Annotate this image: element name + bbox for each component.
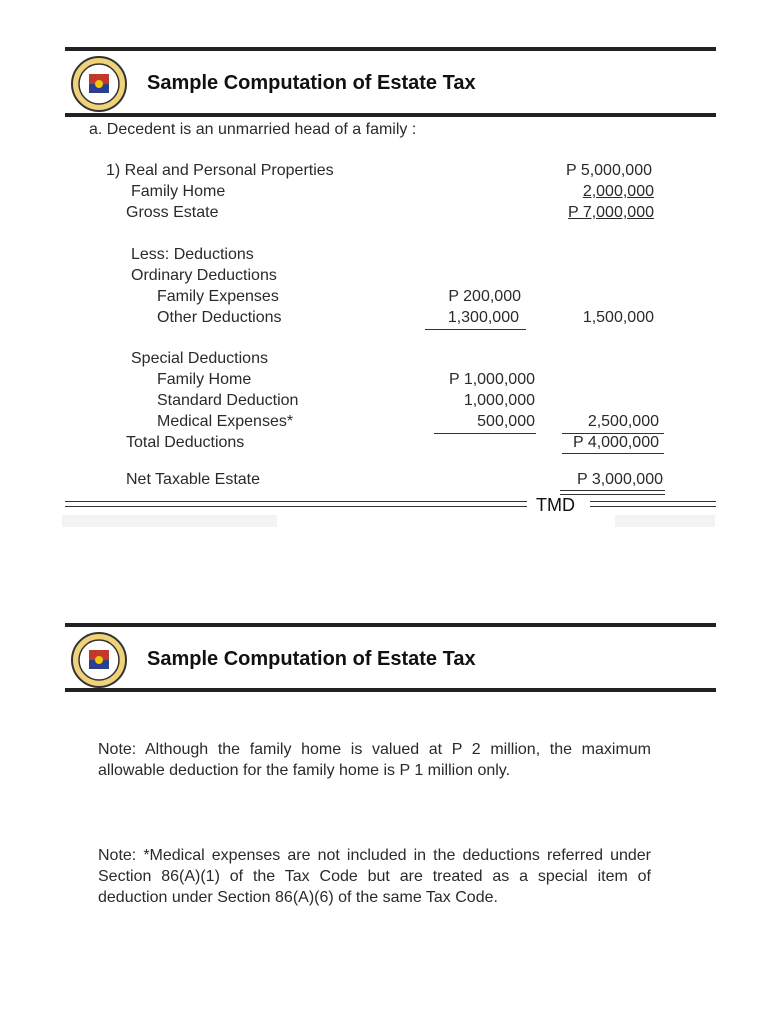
intro-text: a. Decedent is an unmarried head of a family : <box>89 121 417 138</box>
less-deductions-label: Less: Deductions <box>131 246 254 263</box>
family-home-value: 2,000,000 <box>582 183 654 200</box>
other-deductions-value: 1,300,000 <box>447 309 519 326</box>
footer-faint-right <box>615 515 715 527</box>
footer-rule-left-1 <box>65 501 527 502</box>
sp-family-home-value: P 1,000,000 <box>448 371 535 388</box>
ordinary-subtotal-rule <box>425 329 526 330</box>
total-deductions-label: Total Deductions <box>126 434 245 451</box>
gross-estate-value: P 7,000,000 <box>567 204 654 221</box>
title-rule-2 <box>65 688 716 692</box>
footer-rule-right-1 <box>590 501 716 502</box>
bir-seal-icon <box>70 55 128 113</box>
standard-deduction-label: Standard Deduction <box>157 392 299 409</box>
standard-deduction-value: 1,000,000 <box>463 392 535 409</box>
medical-expenses-value: 500,000 <box>477 413 535 430</box>
ordinary-deductions-label: Ordinary Deductions <box>131 267 277 284</box>
footer-rule-left-2 <box>65 506 527 507</box>
family-home-label: Family Home <box>131 183 226 200</box>
special-total-value: 2,500,000 <box>587 413 659 430</box>
note-medical-expenses: Note: *Medical expenses are not included in the deductions referred under Section 86(A)(1) of the Tax Code but are treated as a special item of deduction under Section 86(A)(6) of the same Tax Code. <box>98 847 651 906</box>
footer-rule-right-2 <box>590 506 716 507</box>
gross-estate-label: Gross Estate <box>126 204 219 221</box>
real-personal-label: 1) Real and Personal Properties <box>106 162 334 179</box>
other-deductions-label: Other Deductions <box>157 309 282 326</box>
special-subtotal-rule <box>434 433 536 434</box>
footer-faint-left <box>62 515 277 527</box>
page-title-2: Sample Computation of Estate Tax <box>147 648 476 670</box>
real-personal-value: P 5,000,000 <box>565 162 652 179</box>
top-rule-2 <box>65 623 716 627</box>
net-taxable-double-rule-2 <box>560 494 665 495</box>
total-deductions-value: P 4,000,000 <box>572 434 659 451</box>
net-taxable-double-rule-1 <box>560 490 665 491</box>
top-rule <box>65 47 716 51</box>
net-taxable-value: P 3,000,000 <box>576 471 663 488</box>
bir-seal-icon <box>70 631 128 689</box>
medical-expenses-label: Medical Expenses* <box>157 413 294 430</box>
special-deductions-label: Special Deductions <box>131 350 268 367</box>
title-rule <box>65 113 716 117</box>
sp-family-home-label: Family Home <box>157 371 252 388</box>
total-deductions-rule <box>562 453 664 454</box>
page-title: Sample Computation of Estate Tax <box>147 72 476 94</box>
footer-tag: TMD <box>536 495 575 515</box>
net-taxable-label: Net Taxable Estate <box>126 471 261 488</box>
family-expenses-value: P 200,000 <box>448 288 521 305</box>
ordinary-total-value: 1,500,000 <box>582 309 654 326</box>
family-expenses-label: Family Expenses <box>157 288 279 305</box>
note-family-home: Note: Although the family home is valued at P 2 million, the maximum allowable deduction for the family home is P 1 million only. <box>98 741 651 779</box>
